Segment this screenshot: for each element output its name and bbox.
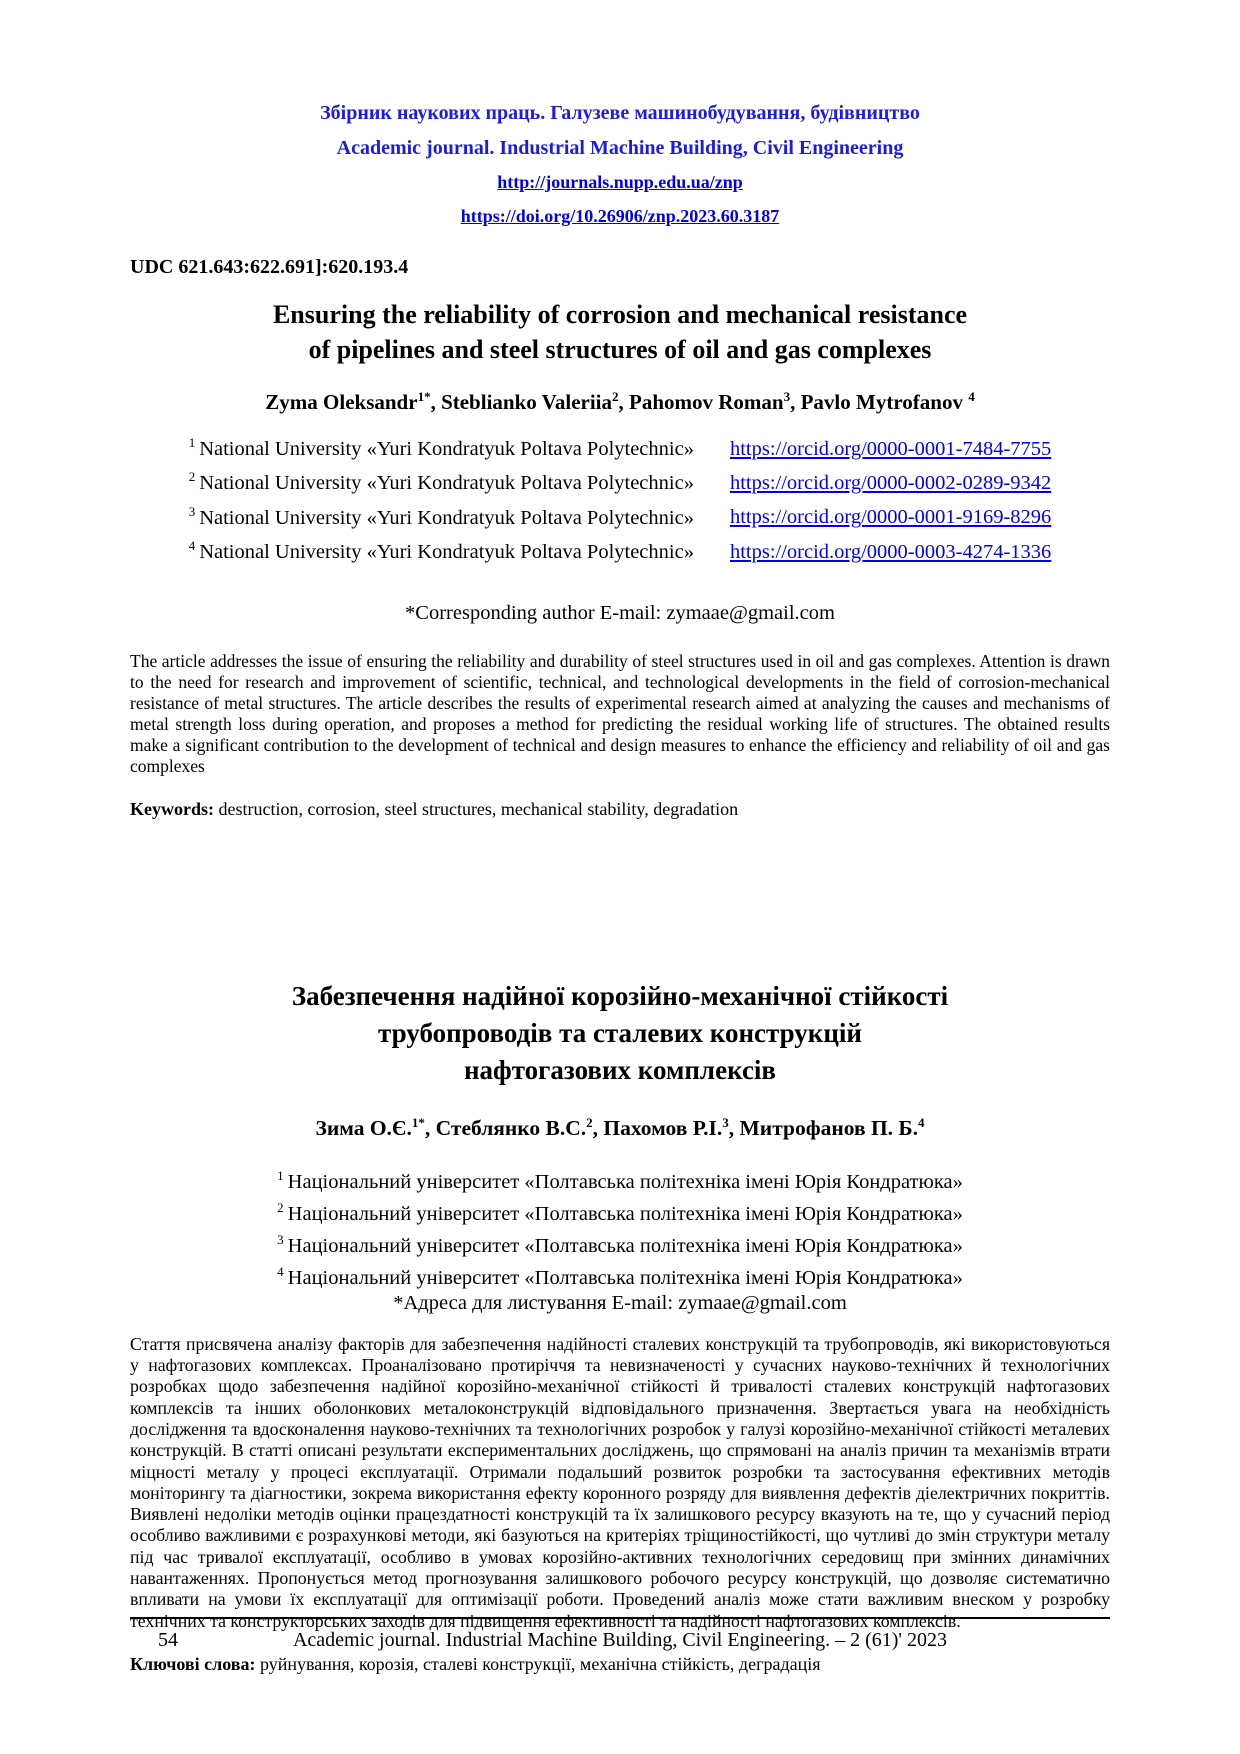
article-title-english-line2: of pipelines and steel structures of oil and gas complexes [308,335,932,364]
affiliation-superscript: 2 [277,1200,284,1216]
orcid-link[interactable]: https://orcid.org/0000-0002-0289-9342 [729,472,1052,495]
affiliation-row [130,532,1110,566]
affiliations-english [130,429,1110,566]
affiliation-name: Національний університет «Полтавська політехніка імені Юрія Кондратюка» [287,1203,963,1226]
article-title-english-line1: Ensuring the reliability of corrosion and mechanical resistance [272,300,968,329]
author-name: Стеблянко В.С. [435,1116,587,1141]
author-separator: , [430,390,442,414]
author-name: Steblianko Valeriia [441,390,613,414]
doi-url-line [130,200,1110,234]
affiliation-superscript: 2 [188,469,196,485]
udc-code: UDC 621.643:622.691]:620.193.4 [130,256,409,278]
affiliation-row [130,1227,1110,1259]
journal-url-line [130,166,1110,200]
author [315,1116,435,1140]
abstract-ukrainian: Стаття присвячена аналізу факторів для забезпечення надійності сталевих конструкцій та трубопроводів, які використовуються у нафтогазових комплексах. Проаналізовано протиріччя та невизначеності у сучасних науково-технічних й технологічних розробках щодо забезпечення надійної корозійно-механічної стійкості й тривалості сталевих конструкцій нафтогазових комплексів та інших оболонкових металоконструкцій відповідального призначення. Звертається увага на необхідність дослідження та вдосконалення науково-технічних та технологічних розробок у галузі корозійно-механічної стійкості металевих конструкцій. В статті описані результати експериментальних досліджень, що спрямовані на аналіз причин та механізмів втрати міцності металу у процесі експлуатації. Отримали подальший розвиток розробки та застосування ефективних методів моніторингу та діагностики, зокрема використання ефекту коронного розряду для виявлення дефектів діелектричних покриттів. Виявлені недоліки методів оцінки працездатності конструкцій та їх залишкового ресурсу вказують на те, що у сучасний період особливо важливими є розрахункові методи, які базуються на критеріях тріщиностійкості, що чутливі до змін структури металу під час тривалої експлуатації, особливо в умовах корозійно-активних технологічних середовищ при змінних динамічних навантаженнях. Пропонується метод прогнозування залишкового робочого ресурсу конструкцій, що дозволяє систематично впливати на умови їх експлуатації для оптимізації роботи. Проведений аналіз може стати важливим внеском у розробку технічних та конструкторських заходів для підвищення ефективності та надійності нафтогазових комплексів. [130,1333,1110,1631]
article-title-ukrainian-line2: трубопроводів та сталевих конструкцій [378,1018,862,1049]
affiliation-name: National University «Yuri Kondratyuk Poltava Polytechnic» [199,506,694,529]
corresponding-author-ukrainian: *Адреса для листування E-mail: zymaae@gmail.com [393,1291,847,1314]
author-superscript: 2 [612,389,619,404]
author-superscript: 1* [417,389,431,404]
keywords-label: Ключові слова: [130,1653,256,1674]
author [436,1116,604,1140]
author-name: Pahomov Roman [629,390,784,414]
page-content [130,0,1110,1675]
affiliation-text [189,498,694,532]
orcid-link[interactable]: https://orcid.org/0000-0001-7484-7755 [729,437,1052,460]
authors-ukrainian [130,1115,1110,1141]
affiliation-superscript: 3 [277,1232,284,1248]
author-superscript: 1* [411,1115,425,1131]
affiliation-row [130,498,1110,532]
author-name: Pavlo Mytrofanov [800,390,969,414]
keywords-text: destruction, corrosion, steel structures, mechanical stability, degradation [218,799,739,820]
author-name: Пахомов Р.І. [603,1116,723,1141]
article-title-ukrainian-line3: нафтогазових комплексів [463,1055,777,1086]
keywords-label: Keywords: [130,799,214,820]
affiliation-superscript: 1 [188,435,196,450]
author-separator: , [618,390,630,414]
affiliation-text [189,463,694,497]
article-title-english [130,297,1110,367]
affiliation-row [130,1195,1110,1227]
keywords-english [130,799,1110,820]
author-name: Митрофанов П. Б. [739,1116,919,1141]
orcid-link[interactable]: https://orcid.org/0000-0003-4274-1336 [729,540,1052,563]
affiliation-row [130,1163,1110,1195]
author-superscript: 3 [722,1115,729,1131]
keywords-text: руйнування, корозія, сталеві конструкції, механічна стійкість, деградація [260,1653,821,1674]
author-superscript: 2 [586,1115,593,1131]
article-title-ukrainian-line1: Забезпечення надійної корозійно-механічної стійкості [291,981,949,1012]
author [603,1116,739,1140]
journal-title-english: Academic journal. Industrial Machine Building, Civil Engineering [336,137,904,159]
author [265,390,441,414]
author [801,390,975,414]
author-superscript: 4 [968,389,975,404]
affiliation-text [189,429,694,463]
author-superscript: 3 [783,389,791,404]
article-title-ukrainian [130,978,1110,1089]
affiliation-superscript: 1 [277,1168,284,1184]
affiliation-row [130,463,1110,497]
journal-url-link[interactable]: http://journals.nupp.edu.ua/znp [497,172,743,192]
journal-title-ukrainian: Збірник наукових праць. Галузеве машинобудування, будівництво [320,102,920,124]
affiliation-name: Національний університет «Полтавська політехніка імені Юрія Кондратюка» [287,1234,963,1257]
affiliation-superscript: 4 [277,1263,284,1279]
affiliation-name: Національний університет «Полтавська політехніка імені Юрія Кондратюка» [287,1266,963,1289]
page-number: 54 [158,1629,178,1651]
corresponding-author-english: *Corresponding author E-mail: zymaae@gmail.com [405,602,835,625]
author-superscript: 4 [918,1115,925,1131]
author-separator: , [424,1116,436,1141]
author [441,390,629,414]
author-separator: , [592,1116,604,1141]
affiliation-name: National University «Yuri Kondratyuk Poltava Polytechnic» [199,540,694,563]
footer-journal-line: Academic journal. Industrial Machine Building, Civil Engineering. – 2 (61)' 2023 [292,1629,948,1651]
author-name: Zyma Oleksandr [265,390,418,414]
abstract-english: The article addresses the issue of ensuring the reliability and durability of steel structures used in oil and gas complexes. Attention is drawn to the need for research and improvement of scientific, technical, and technological developments in the field of corrosion-mechanical resistance of metal structures. The article describes the results of experimental research aimed at analyzing the causes and mechanisms of metal strength loss during operation, and proposes a method for predicting the residual working life of structures. The obtained results make a significant contribution to the development of technical and design measures to enhance the efficiency and reliability of oil and gas complexes [130,651,1110,777]
authors-english [130,389,1110,415]
author-separator: , [790,390,801,414]
orcid-link[interactable]: https://orcid.org/0000-0001-9169-8296 [729,506,1052,529]
affiliation-row [130,429,1110,463]
affiliation-row [130,1259,1110,1291]
affiliation-text [189,532,694,566]
affiliation-superscript: 4 [188,537,196,553]
affiliation-name: National University «Yuri Kondratyuk Poltava Polytechnic» [199,437,694,460]
author-separator: , [728,1116,740,1141]
author [740,1116,925,1140]
affiliation-name: National University «Yuri Kondratyuk Poltava Polytechnic» [199,472,694,495]
doi-link[interactable]: https://doi.org/10.26906/znp.2023.60.3187 [460,206,780,226]
affiliation-name: Національний університет «Полтавська політехніка імені Юрія Кондратюка» [287,1171,963,1194]
page-footer [130,1617,1110,1652]
author [629,390,801,414]
affiliations-ukrainian [130,1163,1110,1315]
author-name: Зима О.Є. [315,1116,412,1141]
keywords-ukrainian [130,1654,1110,1675]
affiliation-superscript: 3 [188,503,196,519]
footer-row [130,1629,1110,1652]
